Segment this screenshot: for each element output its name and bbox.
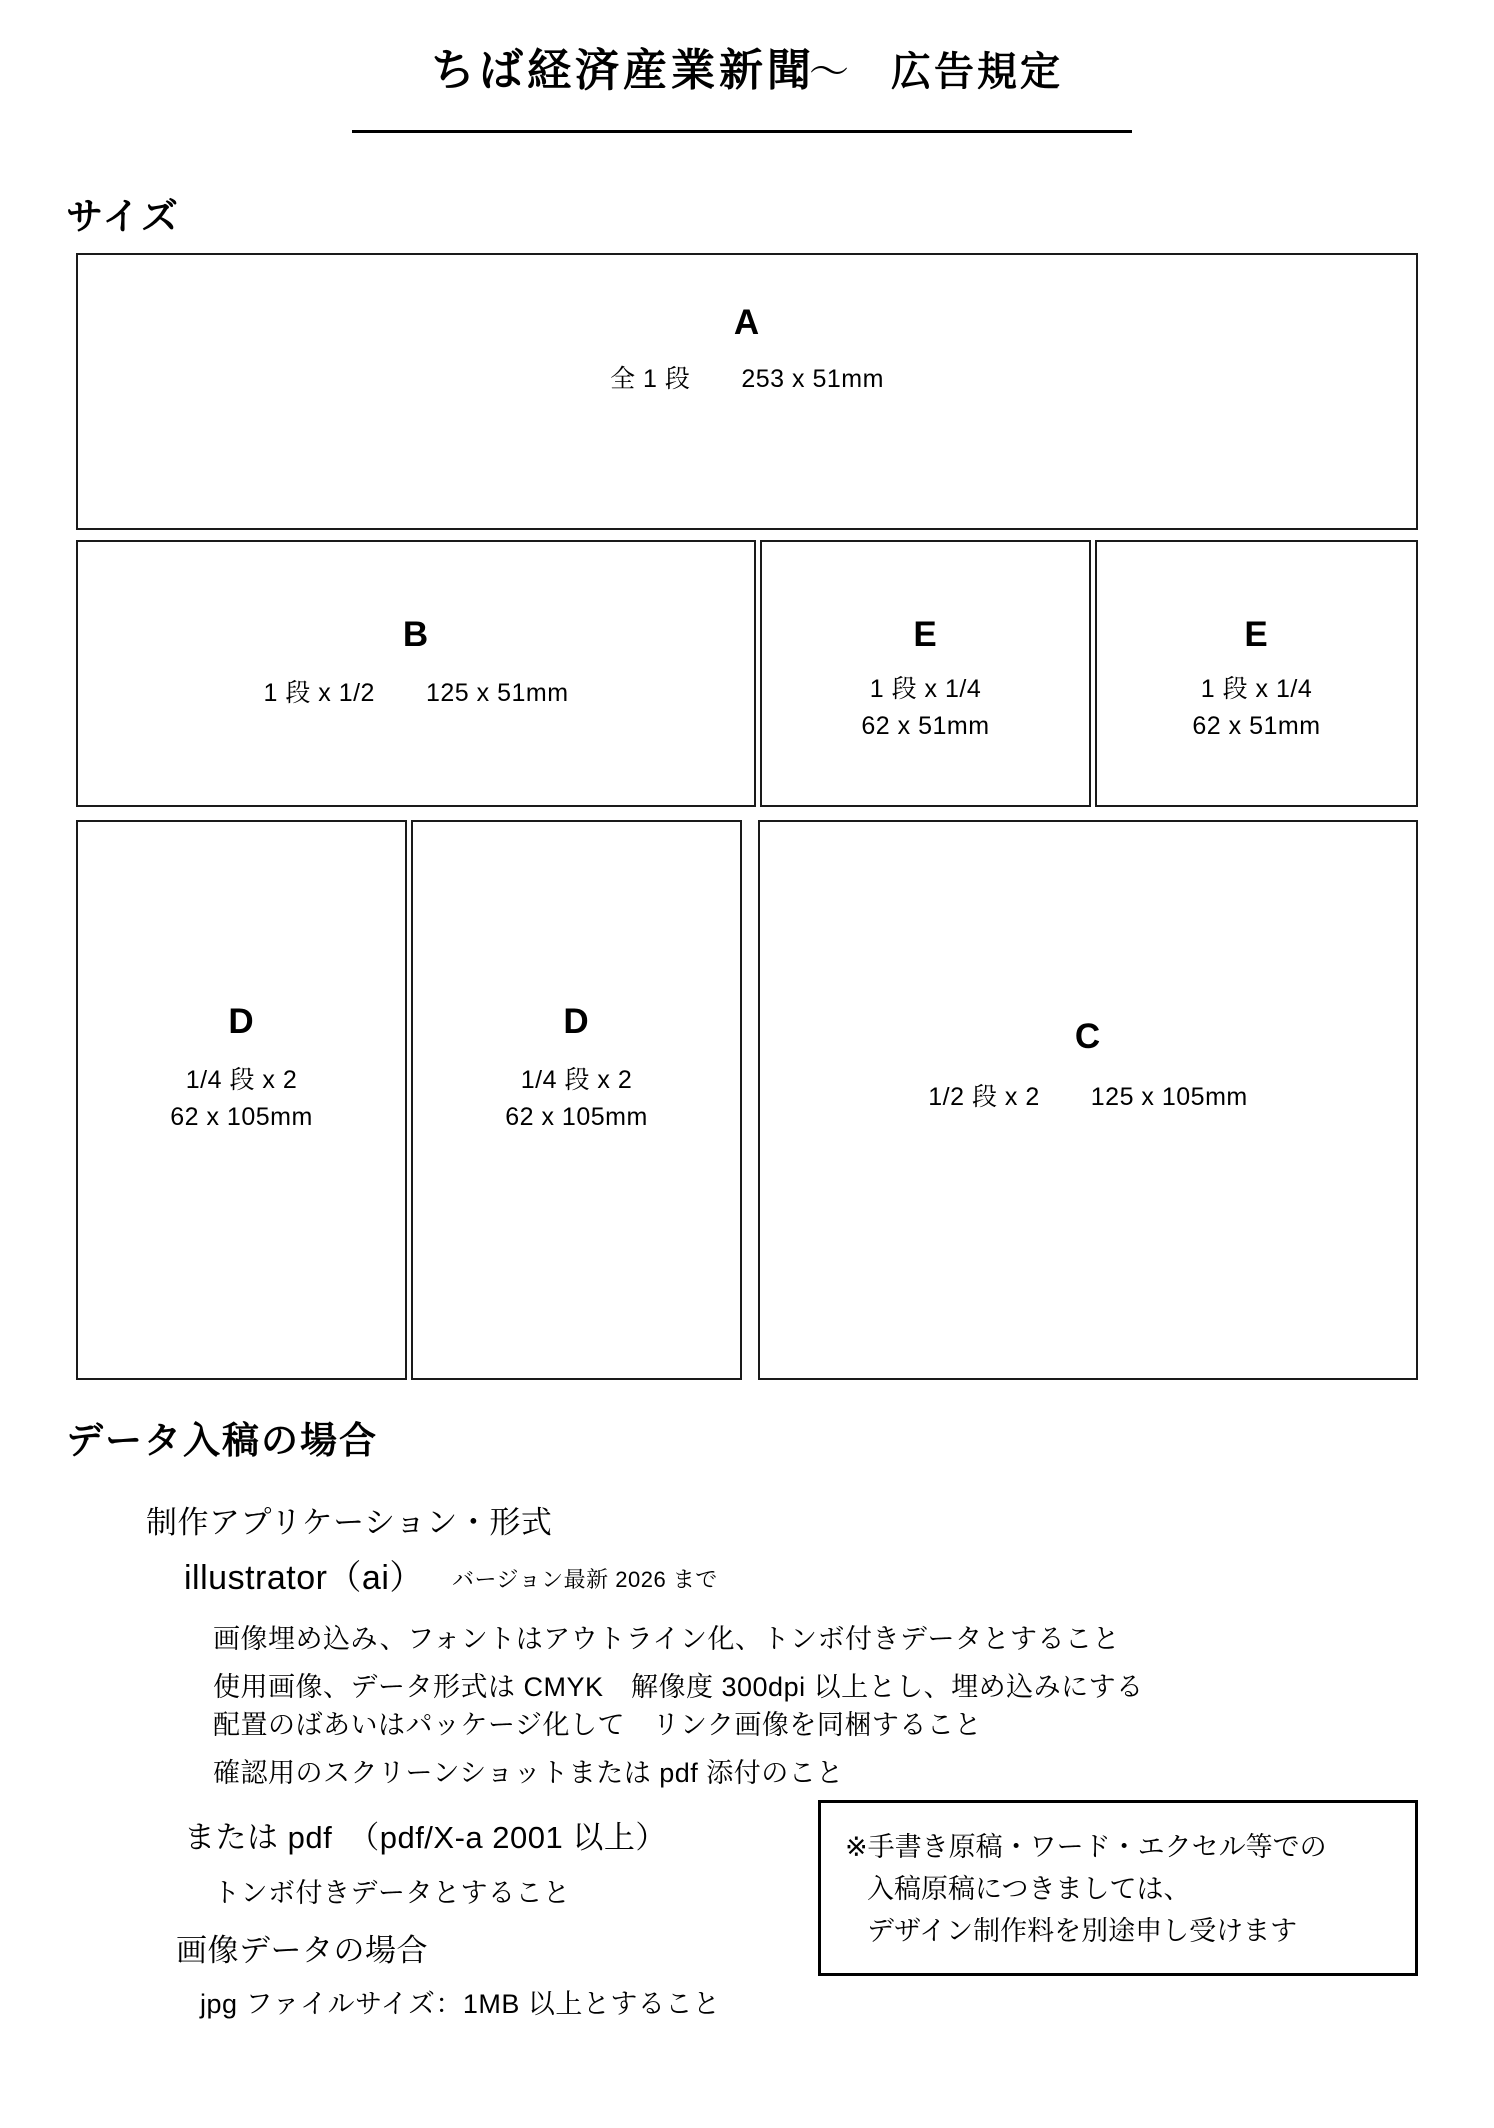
label-pdf-format: または pdf （pdf/X-a 2001 以上） xyxy=(184,1820,667,1855)
size-box-e-left xyxy=(760,540,1091,807)
size-box-c-spec: 1/2 段 x 2 125 x 105mm xyxy=(928,1083,1248,1112)
size-box-e-right-letter: E xyxy=(1244,615,1269,654)
size-box-c-inner xyxy=(760,1017,1416,1116)
size-box-d-right-spec-line2: 62 x 105mm xyxy=(505,1102,648,1131)
size-box-d-left xyxy=(76,820,407,1380)
size-box-a-inner xyxy=(78,303,1416,398)
size-box-c-letter: C xyxy=(1074,1017,1102,1056)
size-box-d-right-letter: D xyxy=(563,1002,590,1041)
section-heading-data-submission: データ入稿の場合 xyxy=(66,1420,378,1461)
size-box-e-right xyxy=(1095,540,1418,807)
size-box-d-left-letter: D xyxy=(228,1002,255,1041)
rule-cmyk-resolution: 使用画像、データ形式は CMYK 解像度 300dpi 以上とし、埋め込みにする xyxy=(213,1672,1144,1702)
size-box-e-left-letter: E xyxy=(913,615,938,654)
label-image-data: 画像データの場合 xyxy=(176,1933,428,1968)
size-box-b-spec: 1 段 x 1/2 125 x 51mm xyxy=(263,679,569,708)
size-box-e-right-spec-line2: 62 x 51mm xyxy=(1192,711,1321,740)
rule-package-linked-images: 配置のばあいはパッケージ化して リンク画像を同梱すること xyxy=(213,1710,982,1740)
size-box-c xyxy=(758,820,1418,1380)
label-illustrator: illustrator（ai） xyxy=(184,1559,424,1597)
rule-embed-outline-tonbo: 画像埋め込み、フォントはアウトライン化、トンボ付きデータとすること xyxy=(213,1624,1120,1654)
size-box-a-letter: A xyxy=(733,303,761,342)
document-kind-title: 広告規定 xyxy=(891,50,1063,94)
warning-box xyxy=(818,1800,1418,1976)
header-divider xyxy=(352,130,1132,133)
size-box-d-left-spec-line1: 1/4 段 x 2 xyxy=(185,1066,298,1095)
rule-screenshot-or-pdf: 確認用のスクリーンショットまたは pdf 添付のこと xyxy=(213,1758,844,1788)
size-box-e-right-inner xyxy=(1097,615,1416,744)
header-title-line xyxy=(0,34,1494,98)
size-box-e-left-inner xyxy=(762,615,1089,744)
section-heading-size: サイズ xyxy=(66,196,181,237)
label-app-format: 制作アプリケーション・形式 xyxy=(146,1505,553,1540)
size-box-e-left-spec-line1: 1 段 x 1/4 xyxy=(869,675,982,704)
rule-jpg-filesize: jpg ファイルサイズ：1MB 以上とすること xyxy=(200,1989,721,2019)
size-box-b-letter: B xyxy=(402,615,430,654)
size-box-d-left-spec-line2: 62 x 105mm xyxy=(170,1102,313,1131)
size-box-d-right xyxy=(411,820,742,1380)
warning-line-2: 入稿原稿につきましては、 xyxy=(867,1873,1191,1904)
size-box-a-spec: 全 1 段 253 x 51mm xyxy=(610,365,884,394)
warning-line-1: ※手書き原稿・ワード・エクセル等での xyxy=(845,1832,1327,1862)
note-illustrator-version: バージョン最新 2026 まで xyxy=(452,1567,718,1592)
size-box-d-left-inner xyxy=(78,1002,405,1135)
size-box-d-right-inner xyxy=(413,1002,740,1135)
warning-box-lines xyxy=(845,1827,1327,1953)
size-box-a xyxy=(76,253,1418,530)
warning-line-3: デザイン制作料を別途申し受けます xyxy=(867,1915,1298,1946)
document-header xyxy=(0,34,1494,98)
paper-title xyxy=(431,34,849,98)
size-box-e-left-spec-line2: 62 x 51mm xyxy=(861,711,990,740)
size-box-e-right-spec-line1: 1 段 x 1/4 xyxy=(1200,675,1313,704)
paper-title-text: ちば経済産業新聞 xyxy=(431,46,815,95)
size-box-b-inner xyxy=(78,615,754,712)
size-box-b xyxy=(76,540,756,807)
paper-title-swash-icon: 〜 xyxy=(809,49,849,94)
size-box-d-right-spec-line1: 1/4 段 x 2 xyxy=(520,1066,633,1095)
rule-pdf-tonbo: トンボ付きデータとすること xyxy=(213,1878,571,1908)
